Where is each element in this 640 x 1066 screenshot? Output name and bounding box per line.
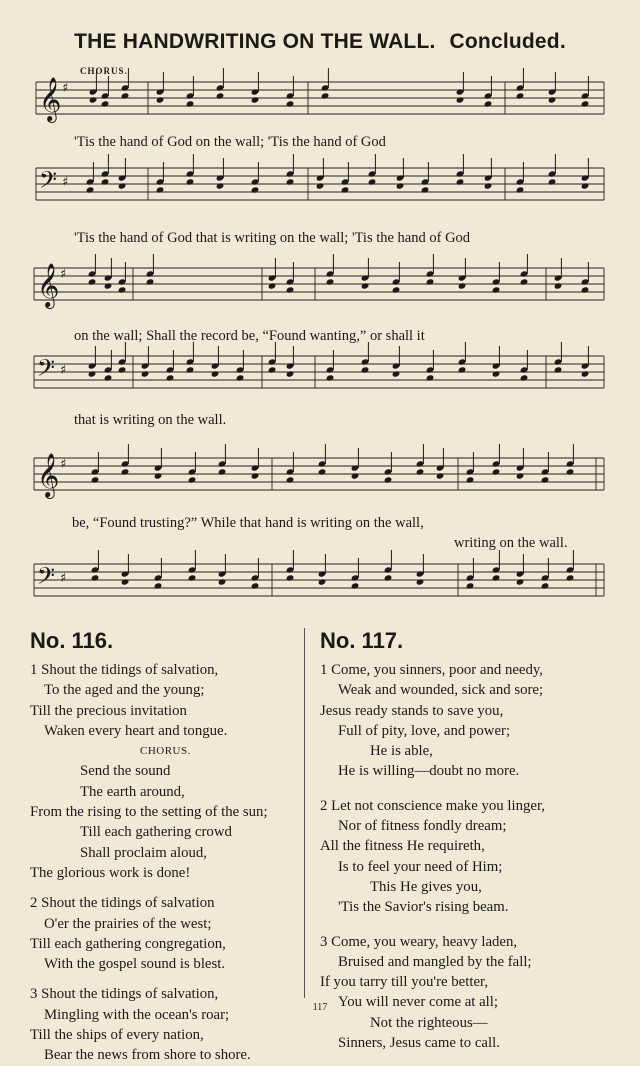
note-head [516,578,525,585]
note-head [416,578,425,585]
note-head [89,96,98,103]
note-head [141,370,150,377]
note-head [186,178,195,185]
note-head [456,178,465,185]
note-head [101,178,110,185]
chorus-line: The earth around, [80,783,185,800]
note-head [566,574,575,581]
note-head [492,574,501,581]
verse-line: All the fitness He requireth, [320,838,485,855]
column-divider [304,628,305,998]
note-head [216,182,225,189]
verse-line: Is to feel your need of Him; [338,858,503,875]
note-head [218,578,227,585]
sharp-sign: ♯ [60,457,67,472]
note-head [368,178,377,185]
verse-line: He is willing—doubt no more. [338,763,520,780]
verse-line: O'er the prairies of the west; [44,915,212,932]
verse-line: He is able, [370,743,433,760]
title-subtitle: Concluded. [449,30,566,53]
lyric-system3-treble: be, “Found trusting?” While that hand is writing on the wall, [72,515,424,531]
note-head [554,282,563,289]
note-head [251,186,260,193]
note-head [392,370,401,377]
note-head [566,468,575,475]
note-head [218,468,227,475]
note-head [426,374,435,381]
note-head [88,370,97,377]
verse-line: 3 Come, you weary, heavy laden, [320,933,518,950]
sharp-sign: ♯ [62,81,69,96]
note-head [318,468,327,475]
verse-line: Waken every heart and tongue. [44,722,228,739]
note-head [492,468,501,475]
verse-line: 1 Come, you sinners, poor and needy, [320,662,544,678]
note-head [91,574,100,581]
title-text: THE HANDWRITING ON THE WALL. [74,30,436,53]
note-head [286,476,295,483]
note-head [268,282,277,289]
note-head [86,186,95,193]
note-head [421,186,430,193]
note-head [458,282,467,289]
chorus-line: From the rising to the setting of the sun; [30,804,268,821]
note-head [520,374,529,381]
note-head [581,286,590,293]
chorus-line: The glorious work is done! [30,864,191,881]
note-head [581,370,590,377]
verse-line: Bear the news from shore to shore. [44,1047,251,1064]
note-head [492,370,501,377]
note-head [118,366,127,373]
lyric-system1-bass: 'Tis the hand of God that is writing on the wall; 'Tis the hand of God [74,230,471,246]
note-head [286,370,295,377]
note-head [541,582,550,589]
hymn-116 [30,628,300,1066]
note-head [146,278,155,285]
verse-line: If you tarry till you're better, [320,974,489,991]
hymn-117 [320,628,620,1053]
note-head [492,286,501,293]
note-head [118,182,127,189]
verse-line: Weak and wounded, sick and sore; [338,682,544,699]
note-head [251,96,260,103]
verse-line: Jesus ready stands to save you, [320,702,504,719]
note-head [392,286,401,293]
note-head [188,476,197,483]
verse-line: Full of pity, love, and power; [338,722,511,739]
note-head [361,366,370,373]
verse-line: Sinners, Jesus came to call. [338,1035,500,1052]
note-head [236,374,245,381]
chorus-line: Shall proclaim aloud, [80,844,207,861]
verse-line: 2 Shout the tidings of salvation [30,895,215,912]
bass-clef: 𝄢 [37,562,56,595]
lyric-system2-treble: on the wall; Shall the record be, “Found wanting,” or shall it [74,328,425,344]
note-head [268,366,277,373]
note-head [384,574,393,581]
note-head [156,186,165,193]
note-head [321,92,330,99]
bass-clef: 𝄢 [37,354,56,387]
note-head [154,472,163,479]
verse-line: 'Tis the Savior's rising beam. [338,899,509,916]
note-head [211,370,220,377]
note-head [456,96,465,103]
note-head [216,92,225,99]
lyric-system2-bass: that is writing on the wall. [74,412,227,428]
verse-line: To the aged and the young; [44,682,205,699]
bass-clef: 𝄢 [39,166,58,199]
verse-line: This He gives you, [370,878,482,895]
note-head [88,278,97,285]
verse-line: You will never come at all; [338,994,498,1011]
note-head [286,286,295,293]
verse-line: 2 Let not conscience make you linger, [320,797,545,814]
chorus-label: CHORUS. [80,66,128,76]
note-head [520,278,529,285]
note-head [384,476,393,483]
note-head [554,366,563,373]
verse-line: Till each gathering congregation, [30,935,226,952]
note-head [466,476,475,483]
note-head [341,186,350,193]
verse-line: 1 Shout the tidings of salvation, [30,662,219,678]
sharp-sign: ♯ [60,571,67,586]
verse-line: 3 Shout the tidings of salvation, [30,986,219,1003]
note-head [326,278,335,285]
note-head [581,100,590,107]
note-head [466,582,475,589]
note-head [286,574,295,581]
hymn-117-number: No. 117. [320,628,404,653]
note-head [541,476,550,483]
note-head [581,182,590,189]
chorus-line: Send the sound [80,763,171,780]
note-head [351,582,360,589]
note-head [286,178,295,185]
note-head [121,92,130,99]
verse-line: Till the ships of every nation, [30,1027,204,1044]
page-number: 117 [312,1002,328,1013]
note-head [316,182,325,189]
sharp-sign: ♯ [62,175,69,190]
note-head [351,472,360,479]
verse-line: With the gospel sound is blest. [44,956,226,973]
treble-clef: 𝄞 [37,453,60,497]
verse-line: Nor of fitness fondly dream; [338,818,507,835]
note-head [188,574,197,581]
treble-clef: 𝄞 [37,263,60,307]
note-head [516,472,525,479]
note-head [286,100,295,107]
note-head [104,282,113,289]
verse-line: Mingling with the ocean's roar; [44,1006,230,1023]
note-head [186,100,195,107]
note-head [416,468,425,475]
note-head [361,282,370,289]
sharp-sign: ♯ [60,363,67,378]
note-head [548,96,557,103]
note-head [458,366,467,373]
chorus-heading: CHORUS. [140,745,191,758]
note-head [101,100,110,107]
note-head [154,582,163,589]
note-head [326,374,335,381]
note-head [251,472,260,479]
note-head [516,92,525,99]
note-head [121,578,130,585]
note-head [104,374,113,381]
note-head [436,472,445,479]
note-head [396,182,405,189]
verse-line: Not the righteous— [370,1014,488,1031]
note-head [516,186,525,193]
note-head [118,286,127,293]
note-head [156,96,165,103]
lyric-system1-treble: 'Tis the hand of God on the wall; 'Tis the hand of God [74,134,386,150]
note-head [186,366,195,373]
sharp-sign: ♯ [60,267,67,282]
verse-line: Till the precious invitation [30,702,187,719]
note-head [121,468,130,475]
note-head [484,100,493,107]
verse-line: Bruised and mangled by the fall; [338,953,532,970]
treble-clef: 𝄞 [39,77,62,121]
note-head [426,278,435,285]
note-head [484,182,493,189]
note-head [318,578,327,585]
chorus-line: Till each gathering crowd [80,824,232,841]
lyric-system3-treble-2: writing on the wall. [454,535,568,551]
note-head [251,582,260,589]
note-head [91,476,100,483]
note-head [166,374,175,381]
hymn-116-number: No. 116. [30,628,114,653]
note-head [548,178,557,185]
